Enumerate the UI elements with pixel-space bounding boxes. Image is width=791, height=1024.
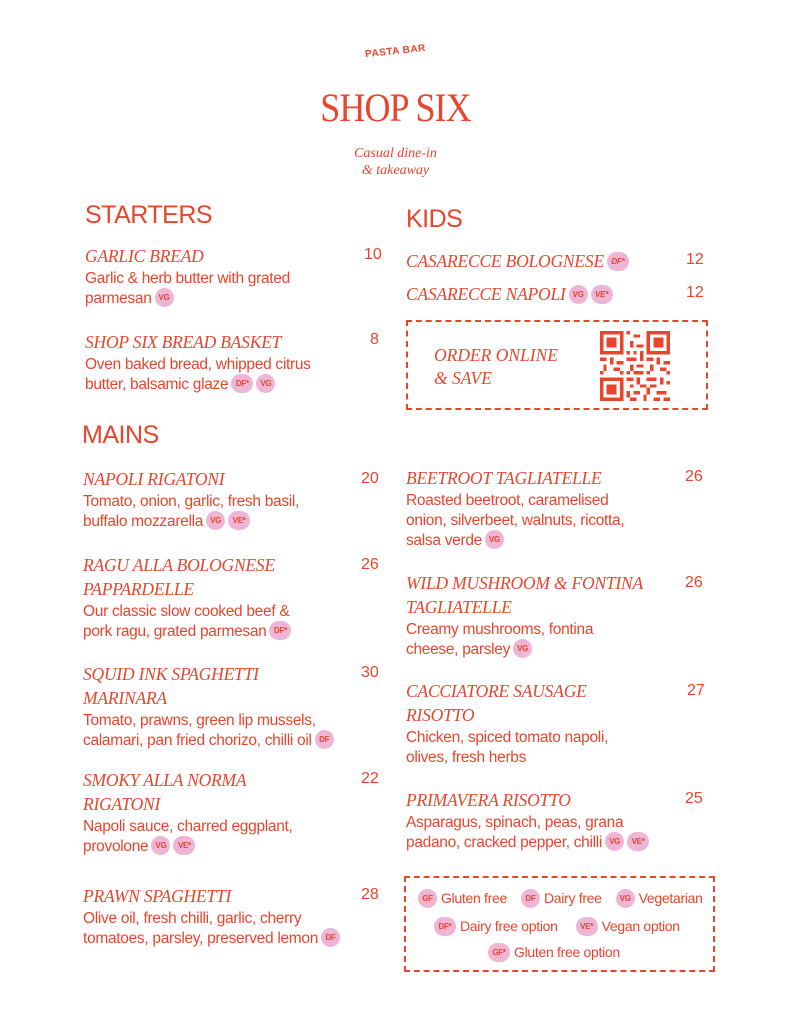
item-price: 22: [361, 770, 379, 787]
vegetarian-badge: VG: [569, 285, 588, 304]
item-price: 12: [686, 284, 704, 301]
menu-item: SQUID INK SPAGHETTI MARINARA Tomato, prawns, green lip mussels, calamari, pan fried chorizo, chilli oil DF: [83, 662, 334, 751]
dairy-free-badge: DF: [321, 928, 340, 947]
menu-item: SHOP SIX BREAD BASKET Oven baked bread, whipped citrus butter, balsamic glaze DF* VG: [85, 332, 311, 393]
section-heading-mains: MAINS: [82, 421, 159, 449]
vegetarian-badge: VG: [206, 511, 225, 530]
vegetarian-badge: VG: [155, 288, 174, 307]
tagline: Casual dine-in & takeaway: [354, 146, 437, 178]
legend-dairy-free-option: Dairy free option: [460, 918, 558, 935]
dairy-free-option-badge: DF*: [434, 917, 456, 936]
item-price: 27: [687, 682, 705, 699]
menu-item: CACCIATORE SAUSAGE RISOTTO Chicken, spiced tomato napoli, olives, fresh herbs: [406, 681, 609, 766]
item-price: 30: [361, 664, 379, 681]
legend-vegetarian: Vegetarian: [638, 890, 703, 907]
vegan-option-badge: VE*: [228, 511, 250, 530]
vegan-option-badge: VE*: [627, 832, 649, 851]
legend-dairy-free: Dairy free: [543, 890, 602, 907]
dairy-free-badge: DF: [521, 889, 540, 908]
legend-gluten-free: Gluten free: [441, 890, 507, 907]
menu-item: CASARECCE BOLOGNESE DF*: [406, 249, 629, 273]
vegan-option-badge: VE*: [576, 917, 598, 936]
vegetarian-badge: VG: [256, 374, 275, 393]
kicker-label: PASTA BAR: [364, 42, 427, 61]
gluten-free-option-badge: GF*: [488, 943, 510, 962]
vegetarian-badge: VG: [513, 639, 532, 658]
vegetarian-badge: VG: [485, 530, 504, 549]
dietary-legend: [404, 876, 715, 972]
menu-item: PRAWN SPAGHETTI Olive oil, fresh chilli, garlic, cherry tomatoes, parsley, preserved lemon DF: [83, 884, 340, 949]
legend-vegan-option: Vegan option: [601, 918, 680, 935]
item-price: 26: [685, 468, 703, 485]
order-online-label: ORDER ONLINE & SAVE: [434, 345, 558, 388]
menu-item: PRIMAVERA RISOTTO Asparagus, spinach, peas, grana padano, cracked pepper, chilli VG VE*: [406, 788, 649, 853]
vegan-option-badge: VE*: [591, 285, 613, 304]
vegetarian-badge: VG: [616, 889, 635, 908]
order-online-box[interactable]: [406, 320, 708, 410]
item-price: 8: [370, 331, 379, 348]
section-heading-kids: KIDS: [406, 205, 463, 233]
dairy-free-badge: DF: [315, 730, 334, 749]
dairy-free-option-badge: DF*: [607, 252, 629, 271]
menu-item: BEETROOT TAGLIATELLE Roasted beetroot, caramelised onion, silverbeet, walnuts, ricotta, salsa verde VG: [406, 468, 625, 549]
legend-gluten-free-option: Gluten free option: [514, 944, 620, 961]
qr-code-icon[interactable]: [600, 331, 670, 401]
menu-item: CASARECCE NAPOLI VG VE*: [406, 282, 613, 306]
dairy-free-option-badge: DF*: [231, 374, 253, 393]
vegetarian-badge: VG: [605, 832, 624, 851]
menu-item: WILD MUSHROOM & FONTINA TAGLIATELLE Creamy mushrooms, fontina cheese, parsley VG: [406, 573, 643, 658]
gluten-free-badge: GF: [418, 889, 437, 908]
restaurant-title: SHOP SIX: [320, 85, 471, 130]
vegan-option-badge: VE*: [173, 836, 195, 855]
item-price: 26: [685, 574, 703, 591]
item-price: 28: [361, 886, 379, 903]
menu-item: SMOKY ALLA NORMA RIGATONI Napoli sauce, charred eggplant, provolone VG VE*: [83, 770, 293, 855]
item-price: 10: [364, 246, 382, 263]
item-price: 26: [361, 556, 379, 573]
section-heading-starters: STARTERS: [85, 201, 213, 229]
menu-item: NAPOLI RIGATONI Tomato, onion, garlic, fresh basil, buffalo mozzarella VG VE*: [83, 469, 300, 530]
item-price: 20: [361, 470, 379, 487]
menu-item: RAGU ALLA BOLOGNESE PAPPARDELLE Our classic slow cooked beef & pork ragu, grated parmesan DF*: [83, 553, 291, 642]
dairy-free-option-badge: DF*: [269, 621, 291, 640]
item-price: 25: [685, 790, 703, 807]
menu-item: GARLIC BREAD Garlic & herb butter with grated parmesan VG: [85, 246, 290, 307]
item-price: 12: [686, 251, 704, 268]
vegetarian-badge: VG: [151, 836, 170, 855]
